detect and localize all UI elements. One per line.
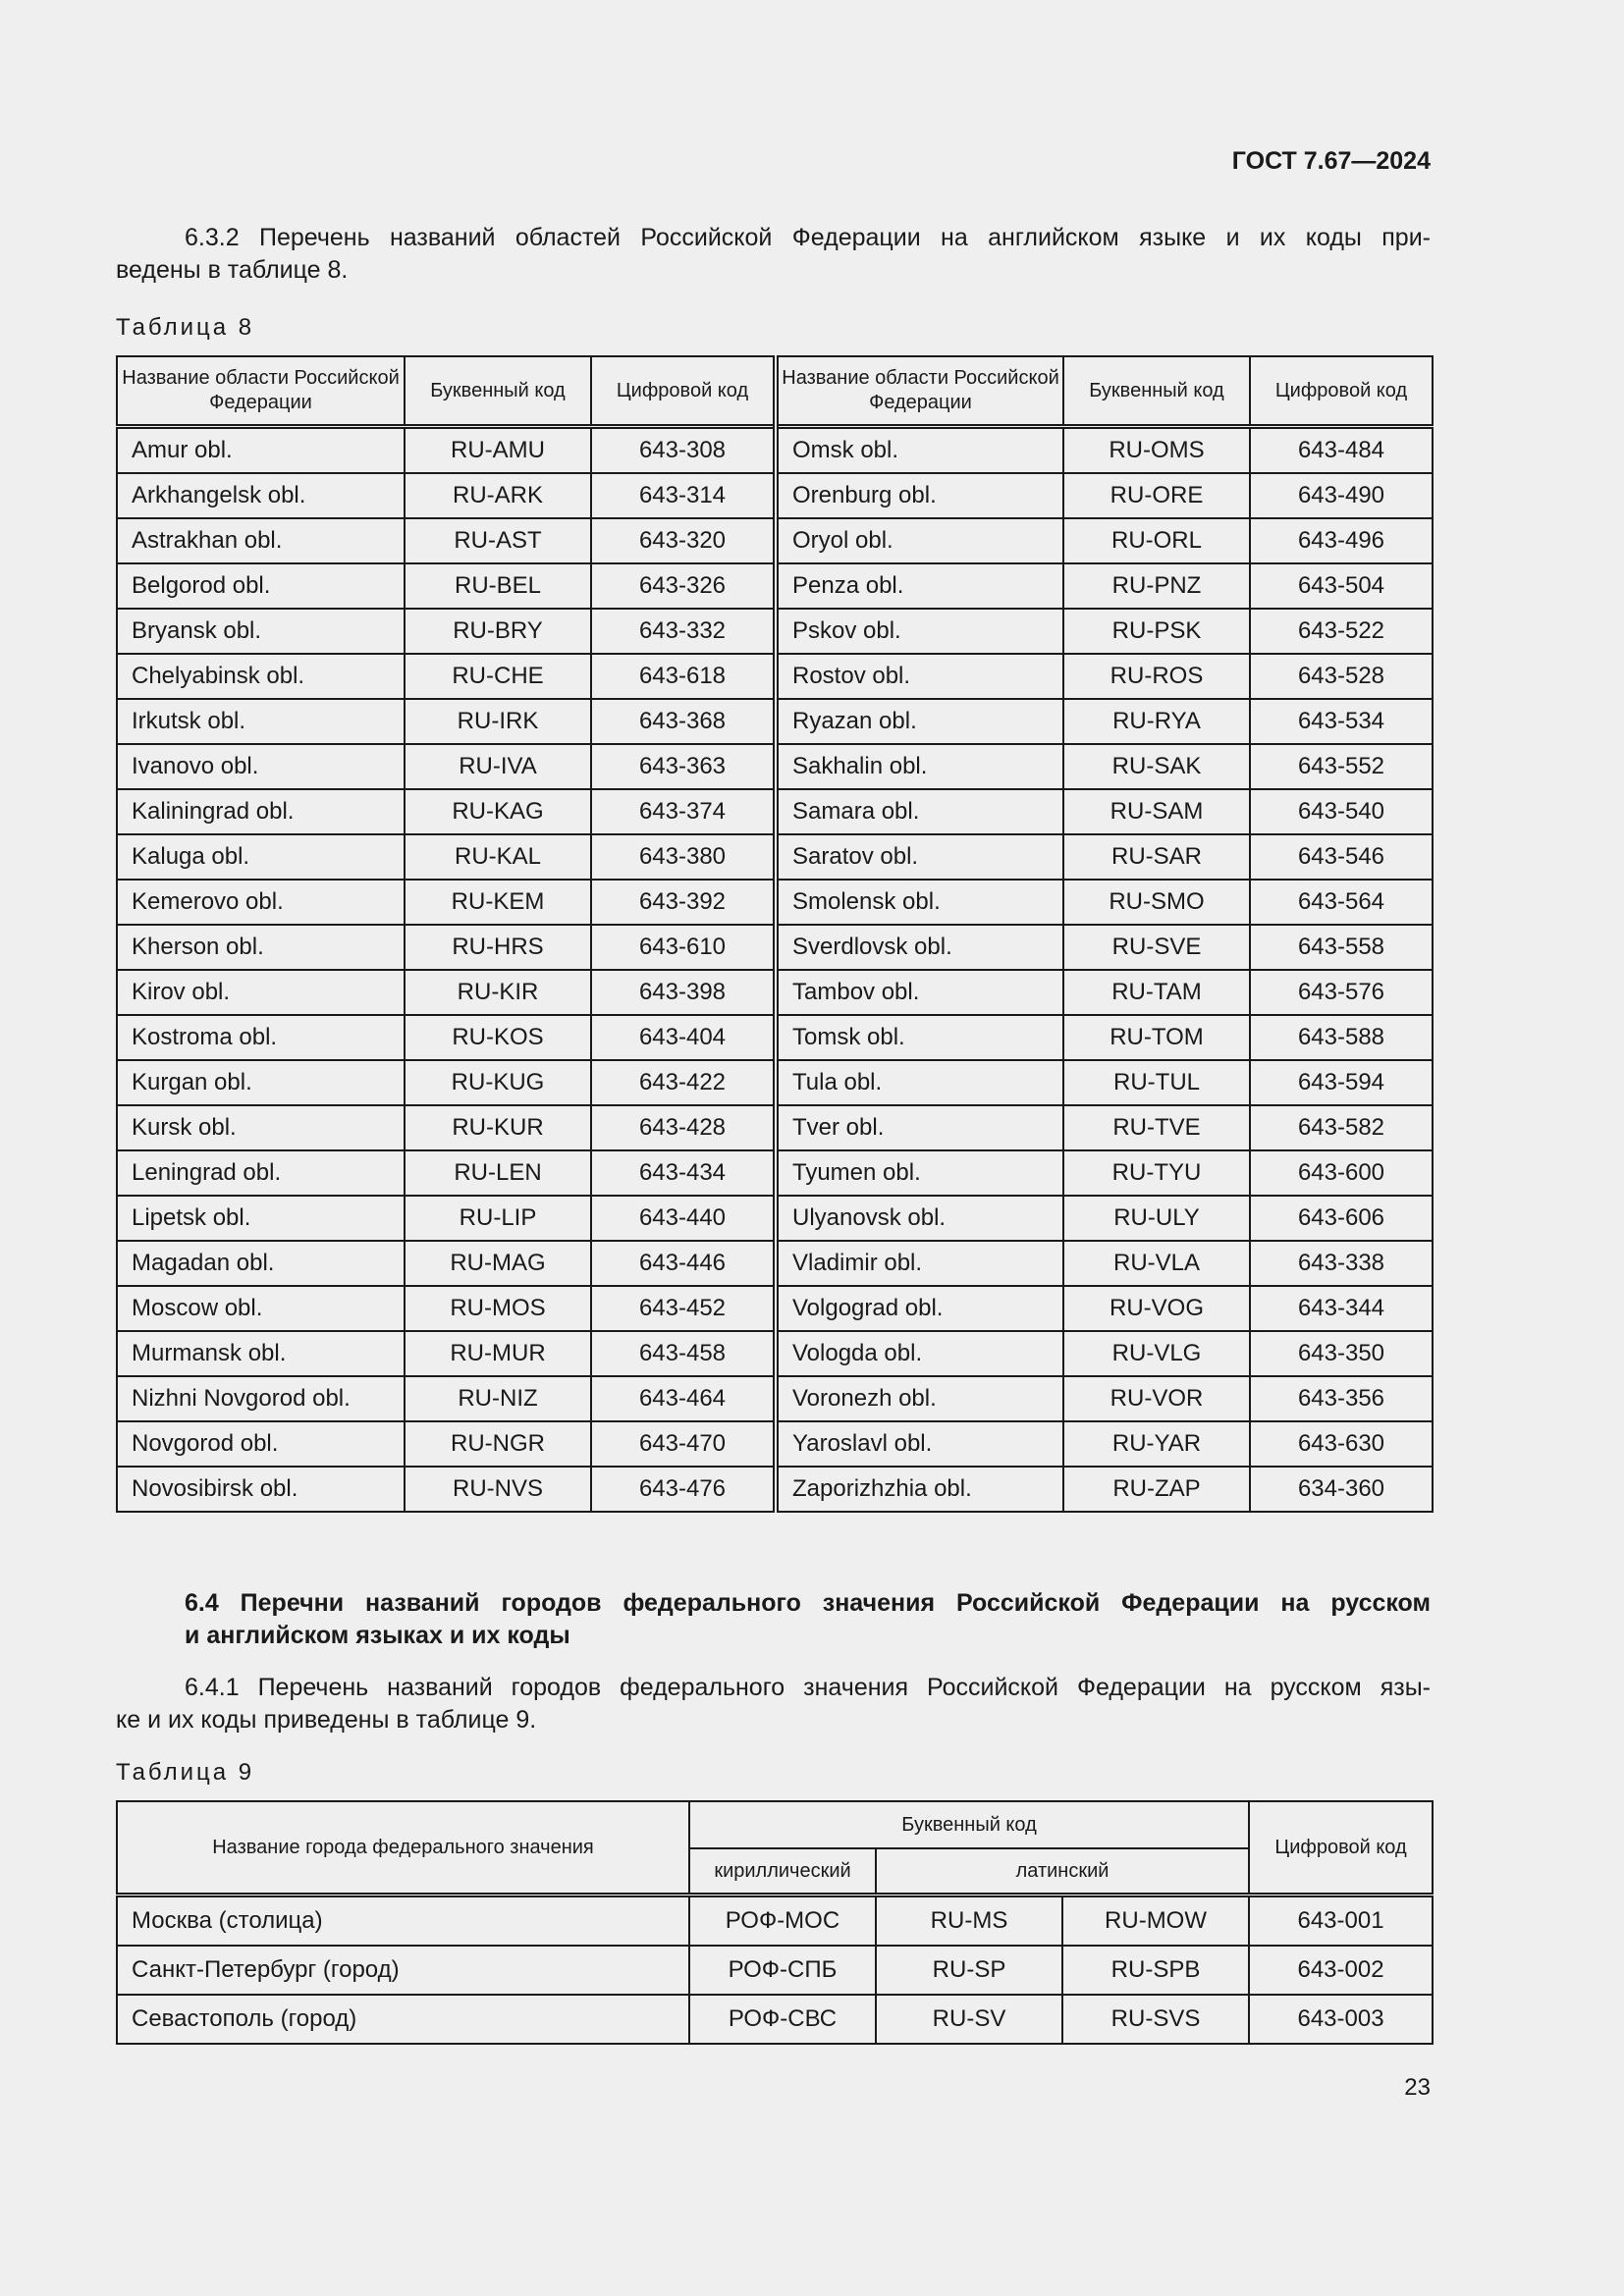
latin-code-short-cell: RU-SV <box>876 1995 1062 2044</box>
region-name-cell: Ryazan obl. <box>776 699 1063 744</box>
alpha-code-cell: RU-ROS <box>1063 654 1250 699</box>
region-name-cell: Kaluga obl. <box>117 834 405 880</box>
header-alpha-code: Буквенный код <box>405 356 591 427</box>
header-alpha-code: Буквенный код <box>689 1801 1249 1848</box>
alpha-code-cell: RU-ORE <box>1063 473 1250 518</box>
numeric-code-cell: 643-326 <box>591 563 776 609</box>
table-row <box>117 1060 1433 1105</box>
numeric-code-cell: 643-534 <box>1250 699 1433 744</box>
region-name-cell: Kostroma obl. <box>117 1015 405 1060</box>
numeric-code-cell: 643-540 <box>1250 789 1433 834</box>
alpha-code-cell: RU-SAR <box>1063 834 1250 880</box>
section-title-line-2: и английском языках и их коды <box>185 1622 570 1649</box>
table-row <box>117 1421 1433 1467</box>
numeric-code-cell: 643-422 <box>591 1060 776 1105</box>
alpha-code-cell: RU-TYU <box>1063 1150 1250 1196</box>
table-row <box>117 1150 1433 1196</box>
header-latin: латинский <box>876 1848 1249 1896</box>
region-name-cell: Tver obl. <box>776 1105 1063 1150</box>
section-6-4-title <box>116 1587 1431 1652</box>
header-numeric-code: Цифровой код <box>1249 1801 1433 1896</box>
table9-header-row-1 <box>117 1801 1433 1848</box>
numeric-code-cell: 643-398 <box>591 970 776 1015</box>
numeric-code-cell: 643-434 <box>591 1150 776 1196</box>
latin-code-short-cell: RU-MS <box>876 1896 1062 1947</box>
numeric-code-cell: 643-003 <box>1249 1995 1433 2044</box>
table-row <box>117 789 1433 834</box>
region-name-cell: Rostov obl. <box>776 654 1063 699</box>
region-name-cell: Murmansk obl. <box>117 1331 405 1376</box>
numeric-code-cell: 643-558 <box>1250 925 1433 970</box>
numeric-code-cell: 643-484 <box>1250 427 1433 474</box>
numeric-code-cell: 643-374 <box>591 789 776 834</box>
numeric-code-cell: 643-363 <box>591 744 776 789</box>
alpha-code-cell: RU-IVA <box>405 744 591 789</box>
city-name-cell: Москва (столица) <box>117 1896 689 1947</box>
alpha-code-cell: RU-KIR <box>405 970 591 1015</box>
table-8-regions <box>116 355 1434 1513</box>
region-name-cell: Irkutsk obl. <box>117 699 405 744</box>
numeric-code-cell: 643-332 <box>591 609 776 654</box>
numeric-code-cell: 643-458 <box>591 1331 776 1376</box>
latin-code-long-cell: RU-SVS <box>1062 1995 1249 2044</box>
numeric-code-cell: 634-360 <box>1250 1467 1433 1512</box>
alpha-code-cell: RU-NIZ <box>405 1376 591 1421</box>
region-name-cell: Sverdlovsk obl. <box>776 925 1063 970</box>
region-name-cell: Ulyanovsk obl. <box>776 1196 1063 1241</box>
numeric-code-cell: 643-308 <box>591 427 776 474</box>
numeric-code-cell: 643-600 <box>1250 1150 1433 1196</box>
latin-code-long-cell: RU-MOW <box>1062 1896 1249 1947</box>
numeric-code-cell: 643-522 <box>1250 609 1433 654</box>
alpha-code-cell: RU-YAR <box>1063 1421 1250 1467</box>
alpha-code-cell: RU-ARK <box>405 473 591 518</box>
table-row <box>117 1196 1433 1241</box>
region-name-cell: Pskov obl. <box>776 609 1063 654</box>
table-row <box>117 473 1433 518</box>
region-name-cell: Kaliningrad obl. <box>117 789 405 834</box>
alpha-code-cell: RU-KOS <box>405 1015 591 1060</box>
table-row <box>117 1241 1433 1286</box>
header-cyrillic: кириллический <box>689 1848 876 1896</box>
region-name-cell: Orenburg obl. <box>776 473 1063 518</box>
page-number: 23 <box>1404 2074 1431 2101</box>
table-9-federal-cities <box>116 1800 1434 2045</box>
city-name-cell: Севастополь (город) <box>117 1995 689 2044</box>
numeric-code-cell: 643-630 <box>1250 1421 1433 1467</box>
alpha-code-cell: RU-KUR <box>405 1105 591 1150</box>
numeric-code-cell: 643-564 <box>1250 880 1433 925</box>
alpha-code-cell: RU-MUR <box>405 1331 591 1376</box>
numeric-code-cell: 643-582 <box>1250 1105 1433 1150</box>
region-name-cell: Zaporizhzhia obl. <box>776 1467 1063 1512</box>
alpha-code-cell: RU-KUG <box>405 1060 591 1105</box>
region-name-cell: Tomsk obl. <box>776 1015 1063 1060</box>
alpha-code-cell: RU-NGR <box>405 1421 591 1467</box>
table-row <box>117 654 1433 699</box>
header-numeric-code: Цифровой код <box>591 356 776 427</box>
alpha-code-cell: RU-CHE <box>405 654 591 699</box>
region-name-cell: Tyumen obl. <box>776 1150 1063 1196</box>
region-name-cell: Novgorod obl. <box>117 1421 405 1467</box>
numeric-code-cell: 643-356 <box>1250 1376 1433 1421</box>
alpha-code-cell: RU-SVE <box>1063 925 1250 970</box>
region-name-cell: Saratov obl. <box>776 834 1063 880</box>
alpha-code-cell: RU-LIP <box>405 1196 591 1241</box>
numeric-code-cell: 643-001 <box>1249 1896 1433 1947</box>
region-name-cell: Bryansk obl. <box>117 609 405 654</box>
header-alpha-code: Буквенный код <box>1063 356 1250 427</box>
alpha-code-cell: RU-MOS <box>405 1286 591 1331</box>
table-row <box>117 834 1433 880</box>
table-row <box>117 518 1433 563</box>
table9-caption: Таблица 9 <box>116 1759 255 1786</box>
region-name-cell: Sakhalin obl. <box>776 744 1063 789</box>
region-name-cell: Smolensk obl. <box>776 880 1063 925</box>
alpha-code-cell: RU-OMS <box>1063 427 1250 474</box>
region-name-cell: Kurgan obl. <box>117 1060 405 1105</box>
alpha-code-cell: RU-VOG <box>1063 1286 1250 1331</box>
numeric-code-cell: 643-392 <box>591 880 776 925</box>
alpha-code-cell: RU-TUL <box>1063 1060 1250 1105</box>
region-name-cell: Amur obl. <box>117 427 405 474</box>
para-line-2: ке и их коды приведены в таблице 9. <box>116 1706 537 1734</box>
numeric-code-cell: 643-470 <box>591 1421 776 1467</box>
numeric-code-cell: 643-504 <box>1250 563 1433 609</box>
header-region-name: Название области Российской Федерации <box>776 356 1063 427</box>
alpha-code-cell: RU-VLG <box>1063 1331 1250 1376</box>
numeric-code-cell: 643-380 <box>591 834 776 880</box>
alpha-code-cell: RU-SAM <box>1063 789 1250 834</box>
table-row <box>117 744 1433 789</box>
region-name-cell: Voronezh obl. <box>776 1376 1063 1421</box>
alpha-code-cell: RU-KAL <box>405 834 591 880</box>
numeric-code-cell: 643-546 <box>1250 834 1433 880</box>
alpha-code-cell: RU-LEN <box>405 1150 591 1196</box>
region-name-cell: Ivanovo obl. <box>117 744 405 789</box>
region-name-cell: Samara obl. <box>776 789 1063 834</box>
alpha-code-cell: RU-PNZ <box>1063 563 1250 609</box>
numeric-code-cell: 643-440 <box>591 1196 776 1241</box>
table-row <box>117 1896 1433 1947</box>
header-city-name: Название города федерального значения <box>117 1801 689 1896</box>
table-row <box>117 1995 1433 2044</box>
region-name-cell: Magadan obl. <box>117 1241 405 1286</box>
table-row <box>117 427 1433 474</box>
numeric-code-cell: 643-452 <box>591 1286 776 1331</box>
document-id: ГОСТ 7.67—2024 <box>1231 147 1431 175</box>
alpha-code-cell: RU-BRY <box>405 609 591 654</box>
header-numeric-code: Цифровой код <box>1250 356 1433 427</box>
table-row <box>117 1105 1433 1150</box>
numeric-code-cell: 643-496 <box>1250 518 1433 563</box>
intro-line-1: 6.3.2 Перечень названий областей Российской Федерации на английском языке и их коды при- <box>185 224 1431 251</box>
region-name-cell: Novosibirsk obl. <box>117 1467 405 1512</box>
alpha-code-cell: RU-VLA <box>1063 1241 1250 1286</box>
region-name-cell: Penza obl. <box>776 563 1063 609</box>
alpha-code-cell: RU-NVS <box>405 1467 591 1512</box>
alpha-code-cell: RU-HRS <box>405 925 591 970</box>
alpha-code-cell: RU-PSK <box>1063 609 1250 654</box>
alpha-code-cell: RU-ORL <box>1063 518 1250 563</box>
numeric-code-cell: 643-476 <box>591 1467 776 1512</box>
region-name-cell: Nizhni Novgorod obl. <box>117 1376 405 1421</box>
cyrillic-code-cell: РОФ-СПБ <box>689 1946 876 1995</box>
alpha-code-cell: RU-ZAP <box>1063 1467 1250 1512</box>
numeric-code-cell: 643-594 <box>1250 1060 1433 1105</box>
numeric-code-cell: 643-338 <box>1250 1241 1433 1286</box>
numeric-code-cell: 643-618 <box>591 654 776 699</box>
region-name-cell: Vladimir obl. <box>776 1241 1063 1286</box>
latin-code-short-cell: RU-SP <box>876 1946 1062 1995</box>
region-name-cell: Chelyabinsk obl. <box>117 654 405 699</box>
alpha-code-cell: RU-MAG <box>405 1241 591 1286</box>
numeric-code-cell: 643-344 <box>1250 1286 1433 1331</box>
numeric-code-cell: 643-428 <box>591 1105 776 1150</box>
header-region-name: Название области Российской Федерации <box>117 356 405 427</box>
region-name-cell: Volgograd obl. <box>776 1286 1063 1331</box>
intro-line-2: ведены в таблице 8. <box>116 256 349 284</box>
table-row <box>117 1286 1433 1331</box>
numeric-code-cell: 643-314 <box>591 473 776 518</box>
region-name-cell: Kursk obl. <box>117 1105 405 1150</box>
alpha-code-cell: RU-VOR <box>1063 1376 1250 1421</box>
section-title-line-1: 6.4 Перечни названий городов федерального значения Российской Федерации на русском <box>185 1589 1431 1617</box>
region-name-cell: Oryol obl. <box>776 518 1063 563</box>
region-name-cell: Arkhangelsk obl. <box>117 473 405 518</box>
table-row <box>117 1376 1433 1421</box>
table-row <box>117 699 1433 744</box>
table8-caption: Таблица 8 <box>116 314 255 341</box>
table-row <box>117 1331 1433 1376</box>
table8-header-row <box>117 356 1433 427</box>
alpha-code-cell: RU-KEM <box>405 880 591 925</box>
region-name-cell: Moscow obl. <box>117 1286 405 1331</box>
para-line-1: 6.4.1 Перечень названий городов федерального значения Российской Федерации на русском язы- <box>185 1674 1431 1701</box>
intro-paragraph <box>116 222 1431 287</box>
alpha-code-cell: RU-KAG <box>405 789 591 834</box>
cyrillic-code-cell: РОФ-МОС <box>689 1896 876 1947</box>
table-row <box>117 1015 1433 1060</box>
table-row <box>117 1946 1433 1995</box>
table-row <box>117 925 1433 970</box>
alpha-code-cell: RU-AMU <box>405 427 591 474</box>
region-name-cell: Kirov obl. <box>117 970 405 1015</box>
cyrillic-code-cell: РОФ-СВС <box>689 1995 876 2044</box>
numeric-code-cell: 643-320 <box>591 518 776 563</box>
table-row <box>117 970 1433 1015</box>
numeric-code-cell: 643-528 <box>1250 654 1433 699</box>
alpha-code-cell: RU-ULY <box>1063 1196 1250 1241</box>
region-name-cell: Omsk obl. <box>776 427 1063 474</box>
alpha-code-cell: RU-RYA <box>1063 699 1250 744</box>
numeric-code-cell: 643-350 <box>1250 1331 1433 1376</box>
numeric-code-cell: 643-368 <box>591 699 776 744</box>
alpha-code-cell: RU-SAK <box>1063 744 1250 789</box>
alpha-code-cell: RU-IRK <box>405 699 591 744</box>
alpha-code-cell: RU-BEL <box>405 563 591 609</box>
numeric-code-cell: 643-490 <box>1250 473 1433 518</box>
numeric-code-cell: 643-552 <box>1250 744 1433 789</box>
numeric-code-cell: 643-404 <box>591 1015 776 1060</box>
table-row <box>117 880 1433 925</box>
region-name-cell: Tambov obl. <box>776 970 1063 1015</box>
alpha-code-cell: RU-AST <box>405 518 591 563</box>
numeric-code-cell: 643-446 <box>591 1241 776 1286</box>
section-6-4-1-paragraph <box>116 1672 1431 1736</box>
numeric-code-cell: 643-610 <box>591 925 776 970</box>
region-name-cell: Vologda obl. <box>776 1331 1063 1376</box>
region-name-cell: Kemerovo obl. <box>117 880 405 925</box>
numeric-code-cell: 643-606 <box>1250 1196 1433 1241</box>
latin-code-long-cell: RU-SPB <box>1062 1946 1249 1995</box>
table-row <box>117 1467 1433 1512</box>
region-name-cell: Belgorod obl. <box>117 563 405 609</box>
numeric-code-cell: 643-576 <box>1250 970 1433 1015</box>
region-name-cell: Kherson obl. <box>117 925 405 970</box>
numeric-code-cell: 643-464 <box>591 1376 776 1421</box>
region-name-cell: Yaroslavl obl. <box>776 1421 1063 1467</box>
region-name-cell: Lipetsk obl. <box>117 1196 405 1241</box>
region-name-cell: Astrakhan obl. <box>117 518 405 563</box>
alpha-code-cell: RU-SMO <box>1063 880 1250 925</box>
numeric-code-cell: 643-588 <box>1250 1015 1433 1060</box>
region-name-cell: Leningrad obl. <box>117 1150 405 1196</box>
numeric-code-cell: 643-002 <box>1249 1946 1433 1995</box>
alpha-code-cell: RU-TOM <box>1063 1015 1250 1060</box>
alpha-code-cell: RU-TVE <box>1063 1105 1250 1150</box>
table-row <box>117 609 1433 654</box>
city-name-cell: Санкт-Петербург (город) <box>117 1946 689 1995</box>
alpha-code-cell: RU-TAM <box>1063 970 1250 1015</box>
region-name-cell: Tula obl. <box>776 1060 1063 1105</box>
table-row <box>117 563 1433 609</box>
